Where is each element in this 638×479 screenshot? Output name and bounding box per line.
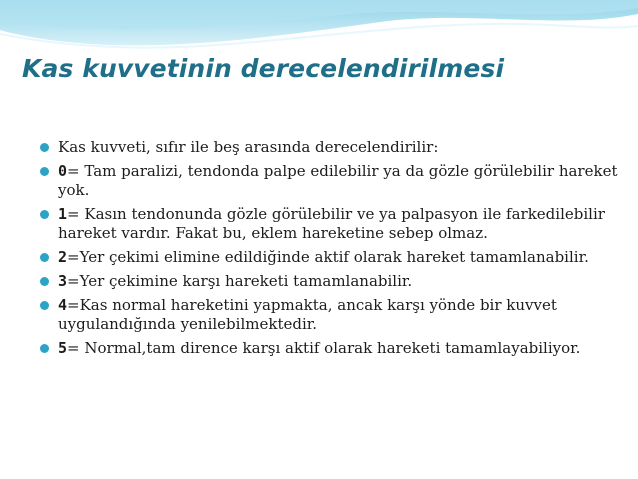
bullet-text: =Yer çekimi elimine edildiğinde aktif olarak hareket tamamlanabilir. (67, 248, 589, 266)
bullet-item (40, 138, 620, 157)
bullet-text: = Tam paralizi, tendonda palpe edilebilir ya da gözle görülebilir hareket yok. (58, 162, 618, 199)
bullet-dot-icon (40, 344, 49, 353)
bullet-item (40, 162, 620, 200)
bullet-text: = Normal,tam dirence karşı aktif olarak hareketi tamamlayabiliyor. (67, 339, 581, 357)
bullet-dot-icon (40, 277, 49, 286)
bullet-dot-icon (40, 301, 49, 310)
bullet-text: =Yer çekimine karşı hareketi tamamlanabilir. (67, 272, 413, 290)
bullet-dot-icon (40, 167, 49, 176)
grade-number: 0 (58, 162, 68, 180)
grade-number: 1 (58, 205, 68, 223)
bullet-item (40, 272, 620, 291)
bullet-dot-icon (40, 253, 49, 262)
grade-number: 4 (58, 296, 68, 314)
bullet-list (40, 138, 620, 363)
grade-number: 2 (58, 248, 68, 266)
slide-title: Kas kuvvetinin derecelendirilmesi (22, 54, 505, 83)
bullet-dot-icon (40, 210, 49, 219)
bullet-text: = Kasın tendonunda gözle görülebilir ve ya palpasyon ile farkedilebilir hareket vardır. Fakat bu, eklem hareketine sebep olmaz. (58, 205, 605, 242)
bullet-item (40, 205, 620, 243)
bullet-text: Kas kuvveti, sıfır ile beş arasında derecelendirilir: (58, 138, 439, 156)
bullet-text: =Kas normal hareketini yapmakta, ancak karşı yönde bir kuvvet uygulandığında yenilebilmektedir. (58, 296, 557, 333)
bullet-item (40, 296, 620, 334)
grade-number: 5 (58, 339, 68, 357)
bullet-item (40, 248, 620, 267)
bullet-item (40, 339, 620, 358)
grade-number: 3 (58, 272, 68, 290)
bullet-dot-icon (40, 143, 49, 152)
